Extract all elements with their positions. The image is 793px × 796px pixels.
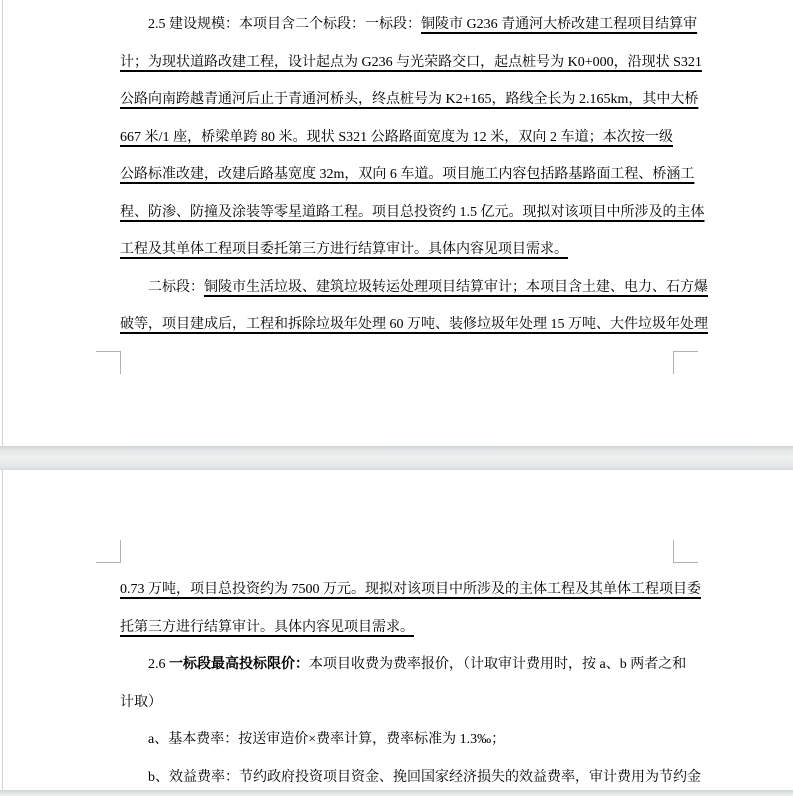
text-line	[120, 156, 695, 194]
underlined-text: 0.73 万吨，项目总投资约为 7500 万元。现拟对该项目中所涉及的主体工程及其单体工程项目委	[120, 582, 701, 597]
text-segment: 2.6	[148, 657, 169, 673]
underlined-text: 破等，项目建成后，工程和拆除垃圾年处理 60 万吨、装修垃圾年处理 15 万吨、大件垃圾年处理	[120, 317, 708, 333]
text-boundary-mark-bottom-right	[673, 351, 698, 374]
text-line	[120, 571, 701, 609]
underlined-text: 667 米/1 座，桥梁单跨 80 米。现状 S321 公路路面宽度为 12 米，双向 2 车道；本次按一级	[120, 129, 673, 145]
text-line	[120, 269, 708, 307]
underlined-text: 托第三方进行结算审计。具体内容见项目需求。	[120, 619, 414, 635]
text-line	[120, 119, 673, 157]
underlined-text: 工程及其单体工程项目委托第三方进行结算审计。具体内容见项目需求。	[120, 242, 568, 258]
underlined-text: 公路向南跨越青通河后止于青通河桥头，终点桩号为 K2+165，路线全长为 2.165km，其中大桥	[120, 92, 699, 108]
bold-heading-text: 一标段最高投标限价：	[169, 657, 309, 673]
text-line	[120, 231, 673, 269]
text-segment: a、基本费率：按送审造价×费率计算，费率标准为 1.3‰；	[148, 732, 506, 748]
page-break-gap	[0, 446, 793, 470]
page1-left-edge	[2, 0, 3, 446]
underlined-text: 铜陵市 G236 青通河大桥改建工程项目结算审	[421, 17, 698, 32]
page1-text-block	[120, 6, 708, 344]
underlined-text: 铜陵市生活垃圾、建筑垃圾转运处理项目结算审计；本项目含土建、电力、石方爆	[204, 279, 708, 295]
underlined-text: 公路标准改建，改建后路基宽度 32m，双向 6 车道。项目施工内容包括路基路面工程、桥涵工	[120, 167, 695, 183]
text-line	[120, 721, 673, 759]
text-boundary-mark-bottom-left	[96, 351, 121, 374]
page2-left-edge	[2, 470, 3, 790]
text-line	[120, 306, 708, 344]
text-segment: 计取）	[120, 694, 162, 710]
text-boundary-mark-top-right	[673, 540, 698, 563]
underlined-text: 程、防渗、防撞及涂装等零星道路工程。项目总投资约 1.5 亿元。现拟对该项目中所涉及的主体	[120, 204, 705, 220]
text-line	[120, 646, 687, 684]
text-line	[120, 194, 705, 232]
text-segment: b、效益费率：节约政府投资项目资金、挽回国家经济损失的效益费率，审计费用为节约金	[148, 769, 701, 785]
text-boundary-mark-top-left	[96, 540, 121, 563]
text-segment: 2.5 建设规模：本项目含二个标段：一标段：	[148, 17, 421, 32]
text-line	[120, 609, 673, 647]
text-line	[120, 759, 701, 796]
text-segment: 二标段：	[148, 279, 204, 295]
text-segment: 本项目收费为费率报价，（计取审计费用时，按 a、b 两者之和	[309, 657, 687, 673]
text-line	[120, 684, 673, 722]
page2-text-block	[120, 571, 701, 796]
text-line	[120, 6, 698, 44]
text-line	[120, 44, 702, 82]
text-line	[120, 81, 699, 119]
underlined-text: 计；为现状道路改建工程，设计起点为 G236 与光荣路交口，起点桩号为 K0+000，沿现状 S321	[120, 54, 702, 70]
